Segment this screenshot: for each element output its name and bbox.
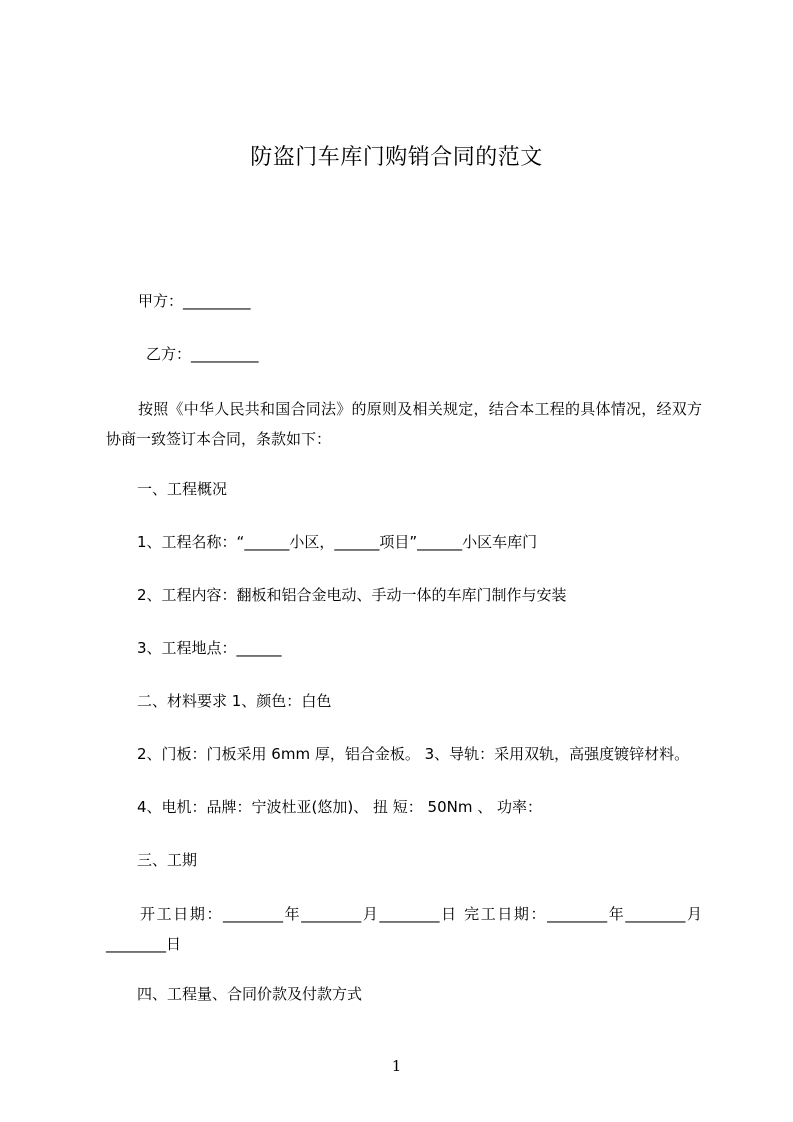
item-project-location: 3、工程地点：______ — [137, 639, 282, 657]
item-project-name: 1、工程名称：“______小区，______项目”______小区车库门 — [137, 533, 538, 551]
page-number: 1 — [391, 1057, 402, 1075]
party-b-line: 乙方：_________ — [146, 345, 259, 363]
preamble-paragraph: 按照《中华人民共和国合同法》的原则及相关规定，结合本工程的具体情况，经双方协商一致签订本合同，条款如下： — [106, 400, 702, 448]
schedule-paragraph: 开工日期：________年________月________日 完工日期：________年________月________日 — [106, 905, 702, 953]
section-2-heading: 二、材料要求 1、颜色：白色 — [137, 692, 332, 710]
section-1-heading: 一、工程概况 — [137, 480, 228, 498]
document-title: 防盗门车库门购销合同的范文 — [250, 145, 543, 170]
item-project-content: 2、工程内容：翻板和铝合金电动、手动一体的车库门制作与安装 — [137, 586, 567, 604]
section-4-heading: 四、工程量、合同价款及付款方式 — [137, 985, 363, 1003]
section-3-heading: 三、工期 — [137, 851, 198, 869]
item-motor: 4、电机：品牌：宁波杜亚(悠加)、 扭 短： 50Nm 、 功率： — [137, 798, 543, 816]
party-a-line: 甲方：_________ — [138, 292, 251, 310]
item-door-panel-rail: 2、门板：门板采用 6mm 厚，铝合金板。 3、导轨：采用双轨，高强度镀锌材料。 — [137, 745, 690, 763]
